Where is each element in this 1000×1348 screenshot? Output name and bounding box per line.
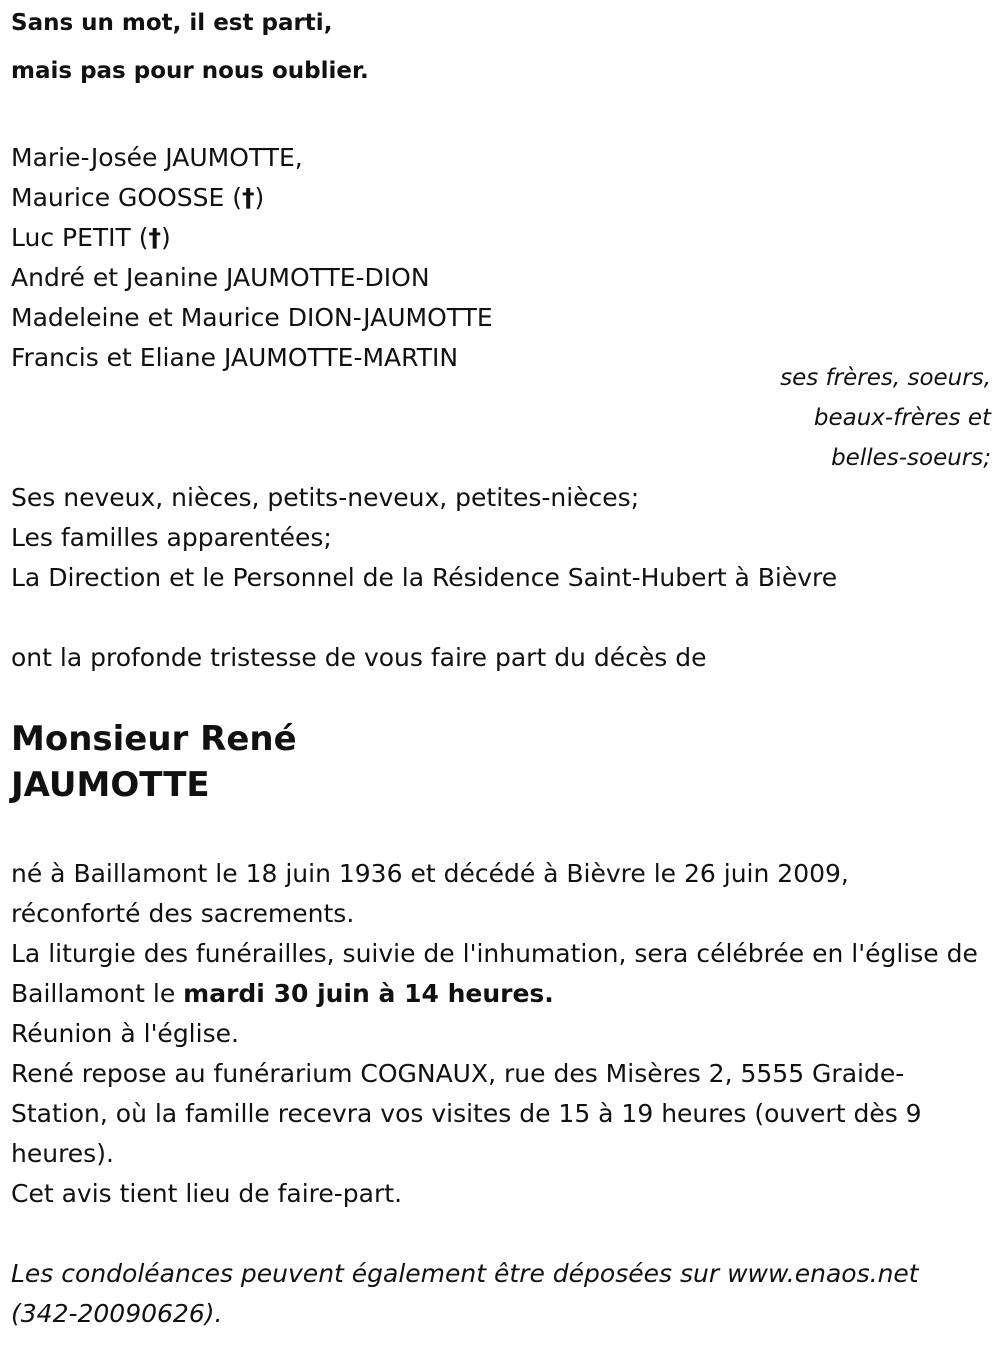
announcement: ont la profonde tristesse de vous faire part du décès de: [11, 643, 707, 672]
family-member-name: André et Jeanine JAUMOTTE-DION: [11, 263, 430, 292]
condolences-note: Les condoléances peuvent également être déposées sur www.enaos.net (342-20090626).: [11, 1259, 919, 1328]
intro-line-2: mais pas pour nous oublier.: [11, 58, 369, 84]
family-member-name: Marie-Josée JAUMOTTE,: [11, 143, 303, 172]
mourner-line: Les familles apparentées;: [11, 523, 332, 552]
family-member: [11, 138, 493, 178]
other-mourners: [11, 478, 837, 598]
family-member-name: Maurice GOOSSE (: [11, 183, 242, 212]
family-member-name: Francis et Eliane JAUMOTTE-MARTIN: [11, 343, 459, 372]
paren-close: ): [254, 183, 265, 212]
relation-line: belles-soeurs;: [831, 445, 991, 471]
cross-icon: †: [148, 223, 162, 252]
mourner-line: La Direction et le Personnel de la Résidence Saint-Hubert à Bièvre: [11, 563, 838, 592]
deceased-surname: JAUMOTTE: [11, 765, 210, 805]
cross-icon: †: [242, 183, 255, 212]
relation-line: beaux-frères et: [813, 405, 991, 431]
funeral-info: [11, 934, 986, 1014]
family-member: [11, 218, 493, 258]
meeting-info: Réunion à l'église.: [11, 1019, 239, 1048]
family-member: [11, 298, 493, 338]
funeral-details: [11, 854, 986, 1214]
family-member: [11, 178, 493, 218]
mourner-line: Ses neveux, nièces, petits-neveux, petites-nièces;: [11, 483, 640, 512]
birth-death: né à Baillamont le 18 juin 1936 et décédé à Bièvre le 26 juin 2009,: [11, 859, 849, 888]
intro-line-1: Sans un mot, il est parti,: [11, 10, 333, 36]
deceased-name: [11, 716, 297, 808]
family-member-name: Madeleine et Maurice DION-JAUMOTTE: [11, 303, 493, 332]
family-member: [11, 258, 493, 298]
relation-note: [780, 358, 991, 478]
sacraments: réconforté des sacrements.: [11, 899, 355, 928]
funeral-intro: La liturgie des funérailles, suivie de l'inhumation, sera célébrée en l'église de Baillamont le: [11, 939, 978, 1008]
deceased-title: Monsieur René: [11, 719, 297, 759]
family-member-name: Luc PETIT (: [11, 223, 149, 252]
rest-info: René repose au funérarium COGNAUX, rue des Misères 2, 5555 Graide-Station, où la famille recevra vos visites de 15 à 19 heures (ouvert dès 9 heures).: [11, 1059, 922, 1168]
funeral-date: mardi 30 juin à 14 heures.: [183, 979, 554, 1008]
family-member: [11, 338, 493, 378]
paren-close: ): [161, 223, 171, 252]
notice-info: Cet avis tient lieu de faire-part.: [11, 1179, 403, 1208]
family-list: [11, 138, 493, 378]
relation-line: ses frères, soeurs,: [780, 365, 991, 391]
